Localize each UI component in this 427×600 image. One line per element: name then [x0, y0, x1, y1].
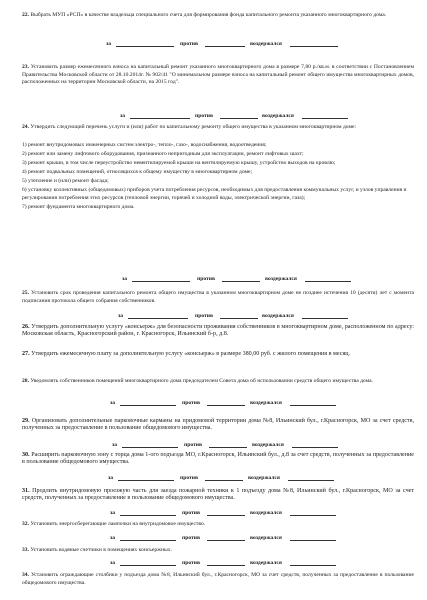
vote-for-label: за — [110, 400, 116, 406]
question-34-number: 34. — [22, 572, 29, 578]
vote-for-label: за — [108, 475, 114, 481]
question-32-text: Установить энергосберегающие лампочки на внутридомовое имущество. — [30, 521, 206, 527]
vote-line-29 — [0, 441, 427, 449]
list-item: 2) ремонт или замену лифтового оборудования, признанного непригодным для эксплуатации, ремонт лифтовых шахт; — [22, 151, 304, 158]
question-24-number: 24. — [22, 124, 29, 130]
question-29-text: Организовать дополнительные парковочные карманы на придомовой территории дома №8, Ильинский бул., г.Красногорск, МО за счет средств, полученных за предоставление в пользование общедомового имущества. — [22, 418, 414, 432]
vote-against-label: против — [182, 560, 201, 566]
vote-line-28 — [0, 399, 427, 407]
list-item: 7) ремонт фундамента многоквартирного дома. — [22, 204, 135, 211]
vote-for-blank[interactable] — [120, 559, 176, 566]
question-23-number: 23. — [22, 64, 29, 70]
vote-abstain-label: воздержался — [262, 313, 294, 319]
vote-against-label: против — [195, 313, 214, 319]
question-26-number: 26. — [22, 324, 30, 330]
vote-for-label: за — [122, 276, 128, 282]
vote-against-blank[interactable] — [207, 534, 245, 541]
question-23 — [22, 64, 414, 87]
vote-abstain-blank[interactable] — [292, 441, 338, 448]
vote-against-label: против — [182, 535, 201, 541]
vote-for-blank[interactable] — [118, 474, 174, 481]
vote-for-blank[interactable] — [120, 509, 176, 516]
question-31 — [22, 488, 414, 503]
vote-for-label: за — [106, 41, 112, 47]
question-25-number: 25. — [22, 290, 29, 296]
question-27 — [22, 351, 414, 358]
question-23-text: Установить размер ежемесячного взноса на капитальный ремонт указанного многоквартирного дома в размере 7,80 р./кв.м. в соответствии с Постановлением Правительства Московской области от 28.10.2014г. № 902/41 "О минимальном размере взноса на капитальный ремонт общего имущества многоквартирных домов, расположенных на территории Московской области, на 2015 год". — [22, 64, 414, 86]
vote-abstain-blank[interactable] — [290, 40, 338, 47]
vote-line-24 — [0, 275, 427, 283]
vote-line-31 — [0, 509, 427, 517]
list-item: 3) ремонт крыши, в том числе переустройство невентилируемой крыши на вентилируемую крышу, устройство выходов на кровлю; — [22, 160, 336, 167]
vote-line-30 — [0, 474, 427, 482]
question-25 — [22, 290, 414, 305]
question-29-number: 29. — [22, 418, 30, 424]
vote-abstain-blank[interactable] — [290, 509, 336, 516]
vote-for-blank[interactable] — [120, 399, 176, 406]
vote-line-25 — [0, 312, 427, 320]
vote-against-label: против — [197, 276, 216, 282]
vote-abstain-blank[interactable] — [302, 112, 348, 119]
question-27-number: 27. — [22, 351, 30, 357]
question-25-text: Установить срок проведения капитального ремонта общего имущества в указанном многоквартирном доме не позднее истечения 10 (десяти) лет с момента подписания протокола общего собрания собственников. — [22, 290, 414, 304]
vote-against-blank[interactable] — [205, 474, 243, 481]
vote-against-blank[interactable] — [220, 312, 258, 319]
vote-against-label: против — [182, 510, 201, 516]
question-30 — [22, 452, 414, 467]
vote-for-blank[interactable] — [116, 40, 174, 47]
vote-abstain-blank[interactable] — [288, 474, 334, 481]
vote-abstain-blank[interactable] — [290, 559, 336, 566]
vote-for-blank[interactable] — [132, 275, 190, 282]
question-34 — [22, 572, 414, 587]
question-22 — [22, 12, 414, 20]
vote-for-blank[interactable] — [122, 441, 178, 448]
vote-for-label: за — [110, 560, 116, 566]
list-item: 4) ремонт подвальных помещений, относящихся к общему имуществу в многоквартирном доме; — [22, 169, 253, 176]
vote-against-blank[interactable] — [207, 399, 245, 406]
vote-line-32 — [0, 534, 427, 542]
vote-abstain-label: воздержался — [265, 276, 297, 282]
question-33-number: 33. — [22, 547, 29, 553]
vote-abstain-blank[interactable] — [290, 534, 336, 541]
vote-abstain-label: воздержался — [252, 442, 284, 448]
vote-against-blank[interactable] — [222, 275, 260, 282]
vote-abstain-label: воздержался — [250, 560, 282, 566]
question-31-number: 31. — [22, 488, 30, 494]
list-item: 6) установку коллективных (общедомовых) приборов учета потребления ресурсов, необходимых для предоставления коммунальных услуг, и узлов управления и регулирования потребления этих ресурсов (тепловой энергии, горячей и холодной воды, электрической энергии, газа); — [22, 187, 407, 202]
vote-abstain-label: воздержался — [250, 400, 282, 406]
question-22-text: Выбрать МУП «РСП» в качестве владельца специального счета для формирования фонда капитального ремонта указанного многоквартирного дома. — [30, 12, 387, 18]
list-item: 5) утепление и (или) ремонт фасада; — [22, 178, 109, 185]
question-24-items — [22, 142, 414, 212]
vote-against-blank[interactable] — [220, 112, 258, 119]
vote-abstain-label: воздержался — [250, 41, 282, 47]
vote-against-label: против — [195, 113, 214, 119]
vote-against-blank[interactable] — [209, 441, 247, 448]
vote-against-blank[interactable] — [207, 509, 245, 516]
vote-abstain-blank[interactable] — [302, 312, 348, 319]
question-22-number: 22. — [22, 12, 29, 18]
question-30-number: 30. — [22, 452, 30, 458]
vote-against-label: против — [182, 400, 201, 406]
question-31-text: Продлить внутридомовую проезжую часть для заезда пожарной техники к 1 подъезду дома №8, Ильинский бул., г.Красногорск, МО за счет средств, полученных за предоставление в пользование общедомового имущества. — [22, 488, 415, 502]
question-27-text: Утвердить ежемесячную плату за дополнительную услугу «консьерж» в размере 380,00 руб. с жилого помещения в месяц. — [31, 351, 351, 357]
vote-abstain-label: воздержался — [248, 475, 280, 481]
question-24 — [22, 124, 414, 132]
question-33 — [22, 547, 414, 555]
vote-abstain-blank[interactable] — [290, 399, 336, 406]
vote-for-label: за — [112, 442, 118, 448]
question-28-number: 28. — [22, 378, 29, 384]
vote-for-blank[interactable] — [130, 112, 190, 119]
vote-against-blank[interactable] — [205, 40, 245, 47]
question-28 — [22, 378, 414, 386]
vote-for-label: за — [110, 535, 116, 541]
question-26 — [22, 324, 414, 339]
vote-against-label: против — [184, 442, 203, 448]
question-32 — [22, 521, 414, 529]
vote-line-22 — [0, 40, 427, 48]
question-32-number: 32. — [22, 521, 29, 527]
vote-abstain-blank[interactable] — [305, 275, 351, 282]
vote-for-label: за — [118, 313, 124, 319]
vote-for-label: за — [110, 510, 116, 516]
question-30-text: Расширить парковочную зону с торца дома 1-ого подъезда МО, г.Красногорск, Ильинский бул., д.8 за счет средств, полученных за предоставление в пользование общедомового имущества. — [22, 452, 414, 466]
vote-abstain-label: воздержался — [250, 510, 282, 516]
question-29 — [22, 418, 414, 433]
vote-abstain-label: воздержался — [262, 113, 294, 119]
question-26-text: Утвердить дополнительную услугу «консьерж» для безопасности проживания собственников в многоквартирном доме, расположенном по адресу: Московская область, Красногорский район, г. Красногорск, Ильинский б-р, д.8. — [22, 324, 415, 338]
vote-line-33 — [0, 559, 427, 567]
vote-abstain-label: воздержался — [250, 535, 282, 541]
vote-for-blank[interactable] — [128, 312, 188, 319]
vote-for-blank[interactable] — [120, 534, 176, 541]
question-24-text: Утвердить следующий перечень услуги и (или) работ по капитальному ремонту общего имущества в указанном многоквартирном доме: — [30, 124, 357, 130]
question-33-text: Установить водяные счетчики в помещениях консьержных. — [30, 547, 172, 553]
vote-line-23 — [0, 112, 427, 120]
list-item: 1) ремонт внутридомовых инженерных систем электро-, тепло-, газо-, водоснабжения, водоотведения; — [22, 142, 267, 148]
vote-against-blank[interactable] — [207, 559, 245, 566]
vote-for-label: за — [120, 113, 126, 119]
vote-against-label: против — [180, 475, 199, 481]
question-34-text: Установить ограждающие столбики у подъезда дома №8, Ильинский бул., г.Красногорск, МО за счет средств, полученных за предоставление в пользование общедомового имущества. — [22, 572, 415, 586]
question-28-text: Уведомлять собственников помещений многоквартирного дома председателем Совета дома об использовании средств общего имущества дома. — [30, 378, 374, 384]
vote-against-label: против — [180, 41, 199, 47]
